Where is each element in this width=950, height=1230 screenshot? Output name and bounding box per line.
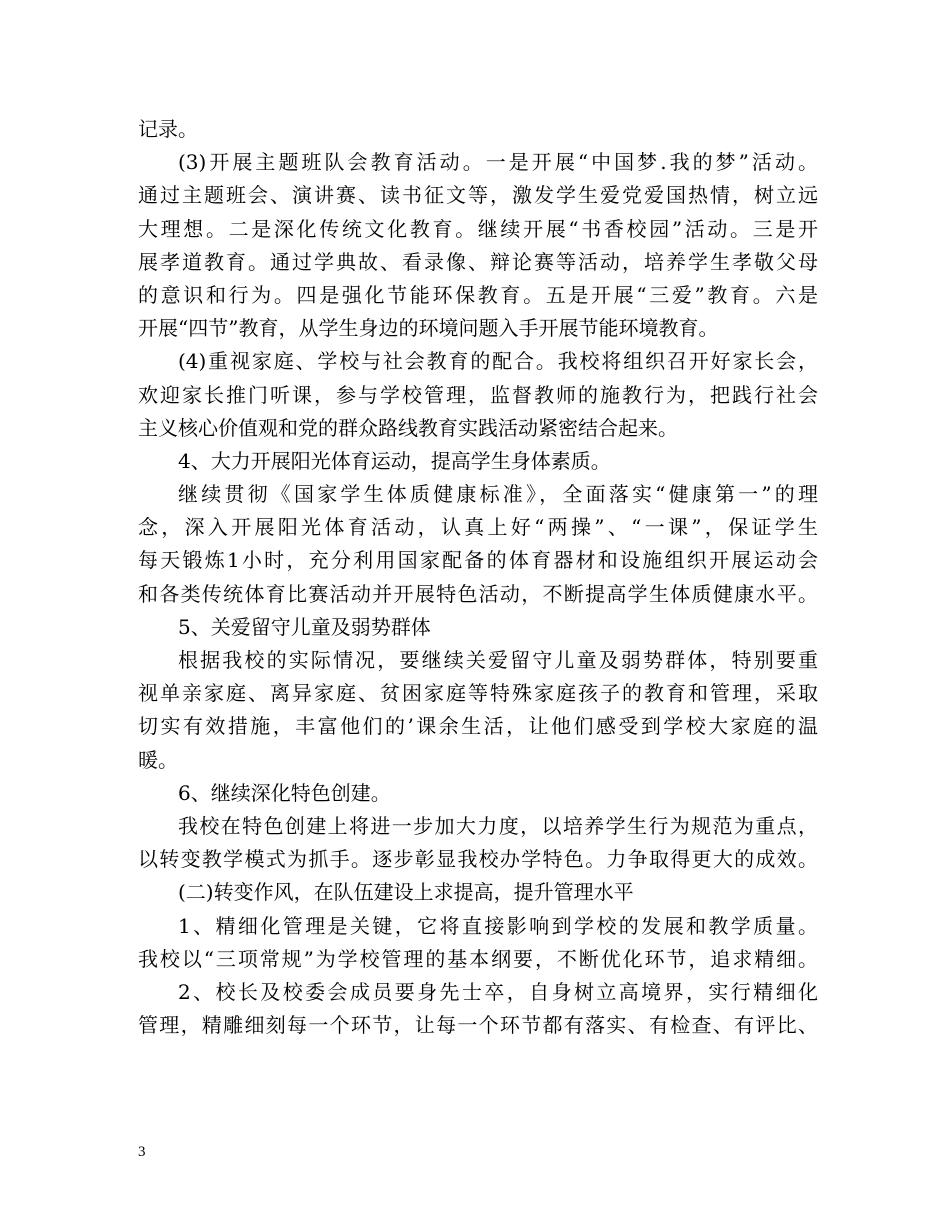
text-line: 通过主题班会、演讲赛、读书征文等，激发学生爱党爱国热情，树立远	[138, 183, 818, 208]
text-line: 视单亲家庭、离异家庭、贫困家庭等特殊家庭孩子的教育和管理，采取	[138, 681, 818, 706]
section-heading: 5、关爱留守儿童及弱势群体	[178, 614, 431, 639]
section-heading: 4、大力开展阳光体育运动，提高学生身体素质。	[178, 448, 611, 473]
text-line: 暖。	[138, 747, 178, 772]
text-line: 我校在特色创建上将进一步加大力度，以培养学生行为规范为重点，	[178, 813, 818, 838]
text-line: 我校以“三项常规”为学校管理的基本纲要，不断优化环节，追求精细。	[138, 946, 818, 971]
text-line: 开展“四节”教育，从学生身边的环境问题入手开展节能环境教育。	[138, 316, 719, 341]
text-line: 继续贯彻《国家学生体质健康标准》，全面落实“健康第一”的理	[178, 482, 818, 507]
text-line: 和各类传统体育比赛活动并开展特色活动，不断提高学生体质健康水平。	[138, 581, 818, 606]
text-line: 念，深入开展阳光体育活动，认真上好“两操”、“一课”，保证学生	[138, 515, 818, 540]
text-line: 根据我校的实际情况，要继续关爱留守儿童及弱势群体，特别要重	[178, 648, 818, 672]
text-line: 大理想。二是深化传统文化教育。继续开展“书香校园”活动。三是开	[138, 216, 818, 241]
text-line: 展孝道教育。通过学典故、看录像、辩论赛等活动，培养学生孝敬父母	[138, 249, 818, 274]
text-line: 的意识和行为。四是强化节能环保教育。五是开展“三爱”教育。六是	[138, 282, 818, 307]
document-body	[138, 113, 818, 1042]
text-line: (3)开展主题班队会教育活动。一是开展“中国梦.我的梦”活动。	[178, 150, 818, 175]
text-line: 每天锻炼1小时，充分利用国家配备的体育器材和设施组织开展运动会	[138, 548, 818, 573]
page-number: 3	[138, 1144, 146, 1160]
text-line: 主义核心价值观和党的群众路线教育实践活动紧密结合起来。	[138, 415, 678, 440]
section-heading: (二)转变作风，在队伍建设上求提高，提升管理水平	[178, 880, 634, 905]
text-line: 切实有效措施，丰富他们的’课余生活，让他们感受到学校大家庭的温	[138, 714, 818, 739]
text-line: 欢迎家长推门听课，参与学校管理，监督教师的施教行为，把践行社会	[138, 382, 818, 407]
text-line: 记录。	[138, 117, 198, 141]
text-line: 以转变教学模式为抓手。逐步彰显我校办学特色。力争取得更大的成效。	[138, 847, 818, 872]
text-line: 1、精细化管理是关键，它将直接影响到学校的发展和教学质量。	[178, 913, 818, 938]
section-heading: 6、继续深化特色创建。	[178, 780, 391, 805]
text-line: 2、校长及校委会成员要身先士卒，自身树立高境界，实行精细化	[178, 979, 818, 1004]
text-line: (4)重视家庭、学校与社会教育的配合。我校将组织召开好家长会，	[178, 349, 818, 374]
text-line: 管理，精雕细刻每一个环节，让每一个环节都有落实、有检查、有评比、	[138, 1013, 818, 1038]
